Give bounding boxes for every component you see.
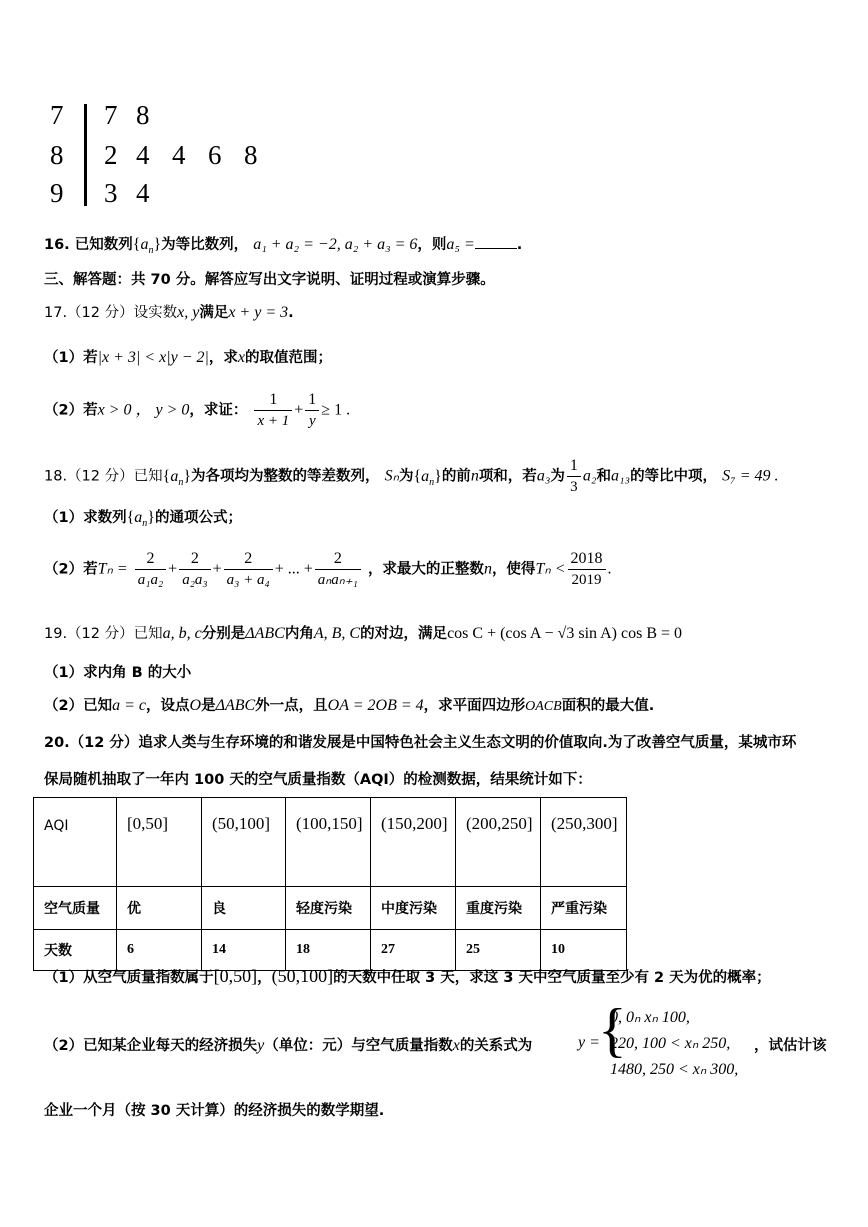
table-row-quality	[34, 887, 627, 930]
text: ，求证：	[189, 402, 248, 419]
plus: +	[294, 401, 304, 419]
aqi-table	[33, 797, 627, 971]
text: ，	[257, 970, 272, 986]
text: 的取值范围；	[245, 350, 332, 366]
var: a₂	[582, 467, 597, 485]
equation: OA = 2OB = 4	[327, 697, 424, 714]
question-20-part-2-tail: ，试估计该	[754, 1038, 827, 1054]
text: 为各项均为整数的等差数列，	[191, 468, 380, 485]
vars: x, y	[177, 304, 200, 321]
leaf: 2	[104, 140, 118, 170]
text: ，设点	[146, 698, 190, 714]
table-cell: (150,200]	[371, 798, 456, 887]
leaf: 4	[136, 178, 150, 208]
text: 的通项公式；	[154, 510, 242, 526]
question-19	[44, 622, 682, 643]
text: 满足	[199, 305, 229, 321]
question-19-part-1: （1）求内角 B 的大小	[44, 665, 192, 681]
label: （2）若	[44, 402, 98, 419]
q-head: 17.（12 分）设实数	[44, 305, 178, 321]
ask: a₅ =	[446, 236, 475, 253]
text: .	[288, 305, 294, 321]
table-cell: 轻度污染	[286, 887, 371, 930]
ge: ≥ 1 .	[321, 401, 351, 419]
text: 为	[398, 468, 414, 485]
leaf: 4	[172, 140, 186, 170]
sequence: $\{a_n\}$	[162, 467, 191, 488]
leaf: 8	[136, 100, 150, 130]
angles: A, B, C	[313, 625, 361, 642]
text: 分别是	[201, 626, 246, 642]
stem-divider	[84, 104, 87, 206]
tn: Tₙ =	[97, 560, 128, 578]
condition: x > 0 ， y > 0	[97, 401, 190, 419]
question-19-part-2	[44, 694, 654, 715]
leaf: 4	[136, 140, 150, 170]
text: .	[607, 560, 612, 578]
q-number: 16.	[44, 237, 70, 253]
var: O	[189, 697, 202, 714]
leaf: 8	[244, 140, 258, 170]
text: 面积的最大值.	[561, 698, 655, 714]
fraction: $\frac{1}{x + 1}$	[254, 390, 292, 431]
equation: a = c	[112, 697, 146, 714]
dots: + ... +	[274, 560, 313, 578]
table-cell: AQI	[34, 798, 117, 887]
table-cell: 18	[286, 930, 371, 971]
text: 为等比数列，	[161, 237, 249, 253]
stem-7: 7	[50, 100, 64, 130]
table-cell: 10	[541, 930, 627, 971]
leaf: 6	[208, 140, 222, 170]
question-18-part-1	[44, 506, 242, 529]
label: （2）已知某企业每天的经济损失	[44, 1038, 258, 1054]
piecewise-brace: {	[598, 997, 627, 1063]
question-20-line-2: 保局随机抽取了一年内 100 天的空气质量指数（AQI）的检测数据，结果统计如下：	[44, 772, 592, 788]
text: 是	[201, 698, 216, 714]
table-cell: 优	[117, 887, 202, 930]
question-17	[44, 301, 294, 322]
table-cell: 空气质量	[34, 887, 117, 930]
s7: S₇ = 49 .	[722, 467, 779, 485]
piecewise-case-2: 220, 100 < xₙ 250,	[610, 1035, 731, 1052]
sequence: $\{a_n\}$	[126, 509, 155, 530]
text: ，求	[208, 350, 238, 366]
stem-9: 9	[50, 178, 64, 208]
table-row-aqi	[34, 798, 627, 887]
table-cell: 25	[456, 930, 541, 971]
table-cell: 27	[371, 930, 456, 971]
var: n	[470, 467, 479, 485]
var: x	[237, 349, 245, 366]
text: ，求平面四边形	[423, 698, 526, 714]
text: 项和，若	[478, 468, 537, 485]
table-cell: 天数	[34, 930, 117, 971]
text: 的对边，满足	[360, 626, 448, 642]
equation: cos C + (cos A − √3 sin A) cos B = 0	[447, 625, 683, 642]
var: a₁₃	[610, 467, 631, 485]
table-cell: (250,300]	[541, 798, 627, 887]
text: 的关系式为	[459, 1038, 533, 1054]
fraction: $\frac{2}{\text{a₂a₃}}$	[179, 549, 210, 590]
vars: a, b, c	[162, 625, 202, 642]
question-17-part-2	[44, 390, 350, 431]
stem-8: 8	[50, 140, 64, 170]
leaf: 7	[104, 100, 118, 130]
question-20-last-line: 企业一个月（按 30 天计算）的经济损失的数学期望.	[44, 1103, 385, 1119]
quad: OACB	[525, 699, 562, 714]
question-18-part-2: （2）若Tₙ = $\frac{2}{\text{a₁a₂}}$ + $\frac{2}{\text{a₂a₃}}$ + $\frac{2}{\text{a₃ + a₄}}$ + ... + $\frac{2}{\text{aₙaₙ₊₁}}$ ，求最大的正整数n，使得Tₙ < $\frac{2018}{2019}$ .	[44, 550, 612, 588]
table-cell: (50,100]	[202, 798, 286, 887]
text: 已知数列	[74, 237, 133, 253]
table-row-days	[34, 930, 627, 971]
text: 和	[596, 468, 611, 485]
text: 的前	[441, 468, 471, 485]
q-head: 19.（12 分）已知	[44, 626, 163, 642]
sequence: $\{a_n\}$	[132, 236, 162, 257]
table-cell: 良	[202, 887, 286, 930]
text: 的天数中任取 3 天，求这 3 天中空气质量至少有 2 天为优的概率；	[333, 970, 771, 986]
text: 为	[550, 468, 565, 485]
question-20-part-1	[44, 966, 771, 987]
leaf: 3	[104, 178, 118, 208]
section-3-heading: 三、解答题：共 70 分。解答应写出文字说明、证明过程或演算步骤。	[44, 272, 495, 288]
table-cell: 14	[202, 930, 286, 971]
text: 的等比中项，	[630, 468, 718, 485]
var: n	[483, 560, 492, 578]
var: y	[257, 1037, 265, 1054]
fraction: $\frac{2}{\text{a₁a₂}}$	[135, 549, 166, 590]
q-head: 18.（12 分）已知	[44, 468, 163, 485]
text: 内角	[284, 626, 314, 642]
text: （单位：元）与空气质量指数	[264, 1038, 453, 1054]
sequence: $\{a_n\}$	[413, 467, 442, 488]
text: ，使得	[491, 561, 536, 578]
piecewise-y: y =	[578, 1034, 600, 1051]
fraction: $\frac{2}{\text{aₙaₙ₊₁}}$	[315, 549, 361, 590]
question-18	[44, 456, 778, 497]
label: （1）从空气质量指数属于	[44, 970, 214, 986]
label: （1）求数列	[44, 510, 127, 526]
inequality: |x + 3| < x|y − 2|	[97, 349, 209, 366]
var: x	[452, 1037, 460, 1054]
text: .	[516, 237, 523, 253]
table-cell: [0,50]	[117, 798, 202, 887]
question-16	[44, 233, 522, 256]
text: 外一点，且	[255, 698, 328, 714]
interval: [0,50]	[213, 966, 258, 986]
label: （1）若	[44, 350, 98, 366]
equation: a₁ + a₂ = −2, a₂ + a₃ = 6	[253, 236, 418, 253]
table-cell: (100,150]	[286, 798, 371, 887]
tn: Tₙ <	[535, 560, 566, 578]
table-cell: 重度污染	[456, 887, 541, 930]
question-17-part-1	[44, 346, 332, 367]
table-cell: 中度污染	[371, 887, 456, 930]
question-20-part-2	[44, 1034, 532, 1055]
var: a₃	[536, 467, 551, 485]
triangle: ΔABC	[245, 625, 285, 642]
table-cell: 6	[117, 930, 202, 971]
answer-blank[interactable]	[475, 236, 517, 249]
text: ，则	[417, 237, 447, 253]
fraction: $\frac{2}{\text{a₃ + a₄}}$	[224, 549, 273, 590]
piecewise-case-1: 0, 0ₙ xₙ 100,	[610, 1009, 690, 1026]
interval: (50,100]	[271, 966, 334, 986]
label: （2）已知	[44, 698, 113, 714]
triangle: ΔABC	[215, 697, 256, 714]
sn: Sₙ	[384, 467, 399, 485]
text: ，求最大的正整数	[367, 561, 484, 578]
condition: x + y = 3	[228, 304, 289, 321]
table-cell: (200,250]	[456, 798, 541, 887]
question-20-line-1: 20.（12 分）追求人类与生存环境的和谐发展是中国特色社会主义生态文明的价值取向.为了改善空气质量，某城市环	[44, 735, 797, 751]
fraction: $\frac{2018}{2019}$	[568, 549, 606, 590]
label: （2）若	[44, 561, 98, 578]
fraction: $\frac{1}{3}$	[567, 456, 581, 497]
piecewise-case-3: 1480, 250 < xₙ 300,	[610, 1061, 739, 1078]
table-cell: 严重污染	[541, 887, 627, 930]
fraction: $\frac{1}{y}$	[305, 390, 319, 431]
